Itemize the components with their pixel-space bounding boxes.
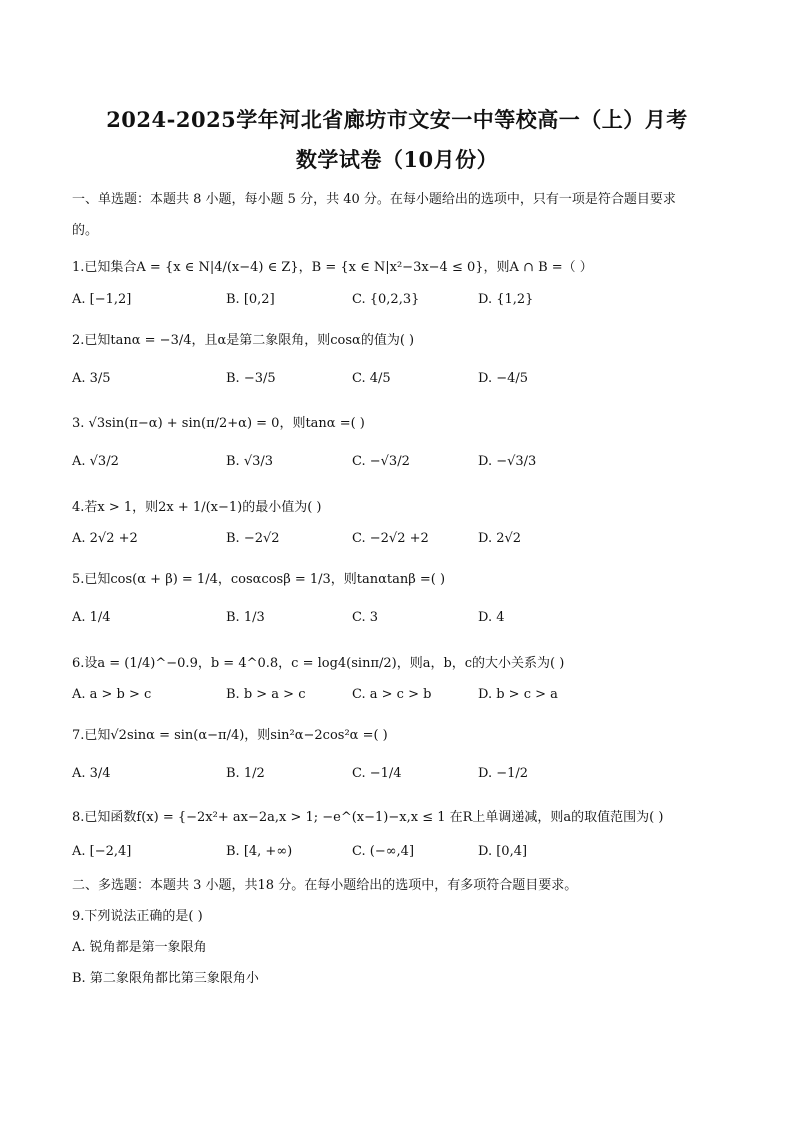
option-b: B. 1/2: [226, 766, 265, 781]
question-9: 9.下列说法正确的是( ): [72, 909, 203, 924]
option-c: C. −2√2 +2: [352, 531, 429, 546]
page-subtitle: 数学试卷（10月份）: [295, 147, 499, 172]
question-2-options: [72, 371, 732, 391]
question-9-option-b: B. 第二象限角都比第三象限角小: [72, 971, 259, 986]
option-a: A. 1/4: [72, 610, 111, 625]
option-c: C. 3: [352, 610, 379, 625]
question-1: 1.已知集合A = {x ∈ N|4/(x−4) ∈ Z}，B = {x ∈ N|x²−3x−4 ≤ 0}，则A ∩ B =（ ）: [72, 260, 593, 275]
question-8-options: [72, 844, 732, 864]
option-a: A. 3/4: [72, 766, 111, 781]
option-d: D. −1/2: [478, 766, 529, 781]
question-5-options: [72, 610, 732, 630]
question-3: 3. √3sin(π−α) + sin(π/2+α) = 0，则tanα =( ): [72, 416, 365, 431]
option-b: B. −3/5: [226, 371, 276, 386]
question-5: 5.已知cos(α + β) = 1/4，cosαcosβ = 1/3，则tanαtanβ =( ): [72, 572, 446, 587]
option-a: A. 2√2 +2: [72, 531, 138, 546]
option-a: A. [−2,4]: [72, 844, 132, 859]
question-4: 4.若x > 1，则2x + 1/(x−1)的最小值为( ): [72, 500, 322, 515]
option-b: B. [4, +∞): [226, 844, 293, 859]
question-7: 7.已知√2sinα = sin(α−π/4)，则sin²α−2cos²α =( ): [72, 728, 388, 743]
option-a: A. 3/5: [72, 371, 111, 386]
question-1-options: [72, 292, 732, 312]
section2-instructions: 二、多选题：本题共 3 小题，共18 分。在每小题给出的选项中，有多项符合题目要求。: [72, 878, 578, 893]
option-c: C. 4/5: [352, 371, 391, 386]
question-4-options: [72, 531, 732, 551]
question-2: 2.已知tanα = −3/4，且α是第二象限角，则cosα的值为( ): [72, 333, 415, 348]
option-a: A. a > b > c: [72, 687, 152, 702]
option-b: B. √3/3: [226, 454, 274, 469]
option-c: C. (−∞,4]: [352, 844, 415, 859]
option-b: B. −2√2: [226, 531, 280, 546]
question-6: 6.设a = (1/4)^−0.9，b = 4^0.8，c = log4(sinπ/2)，则a，b，c的大小关系为( ): [72, 656, 565, 671]
option-d: D. −√3/3: [478, 454, 537, 469]
section1-instructions: 一、单选题：本题共 8 小题，每小题 5 分，共 40 分。在每小题给出的选项中，只有一项是符合题目要求: [72, 192, 676, 207]
option-d: D. 4: [478, 610, 505, 625]
question-6-options: [72, 687, 732, 707]
option-d: D. 2√2: [478, 531, 522, 546]
option-d: D. {1,2}: [478, 292, 534, 307]
option-c: C. −√3/2: [352, 454, 410, 469]
question-3-options: [72, 454, 732, 474]
option-c: C. −1/4: [352, 766, 402, 781]
option-b: B. [0,2]: [226, 292, 275, 307]
section1-instructions-cont: 的。: [72, 223, 99, 238]
question-8: 8.已知函数f(x) = {−2x²+ ax−2a,x > 1; −e^(x−1)−x,x ≤ 1 在R上单调递减，则a的取值范围为( ): [72, 810, 664, 825]
option-c: C. {0,2,3}: [352, 292, 420, 307]
question-7-options: [72, 766, 732, 786]
option-b: B. b > a > c: [226, 687, 306, 702]
question-9-option-a: A. 锐角都是第一象限角: [72, 940, 207, 955]
option-b: B. 1/3: [226, 610, 265, 625]
option-a: A. √3/2: [72, 454, 119, 469]
option-a: A. [−1,2]: [72, 292, 132, 307]
option-c: C. a > c > b: [352, 687, 432, 702]
page-title: 2024-2025学年河北省廊坊市文安一中等校高一（上）月考: [106, 107, 688, 132]
option-d: D. b > c > a: [478, 687, 558, 702]
option-d: D. −4/5: [478, 371, 529, 386]
option-d: D. [0,4]: [478, 844, 528, 859]
